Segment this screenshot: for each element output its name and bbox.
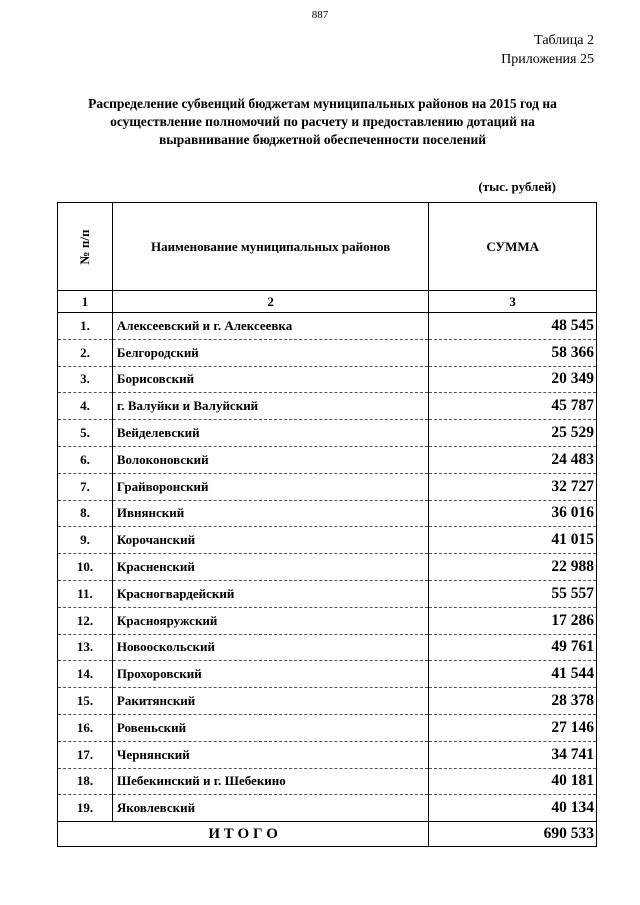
appendix-label: Приложения 25 xyxy=(501,52,594,67)
table-row xyxy=(58,313,597,340)
row-sum: 45 787 xyxy=(429,393,597,420)
district-name: Волоконовский xyxy=(112,446,428,473)
row-sum: 36 016 xyxy=(429,500,597,527)
row-number: 14. xyxy=(58,661,113,688)
header-sum: СУММА xyxy=(429,203,597,291)
column-number: 1 xyxy=(58,291,113,313)
table-row xyxy=(58,580,597,607)
document-title xyxy=(50,95,595,149)
district-name: Корочанский xyxy=(112,527,428,554)
row-sum: 40 181 xyxy=(429,768,597,795)
table-header-row xyxy=(58,203,597,291)
row-sum: 41 544 xyxy=(429,661,597,688)
row-number: 19. xyxy=(58,795,113,822)
column-number: 3 xyxy=(429,291,597,313)
row-number: 12. xyxy=(58,607,113,634)
row-sum: 58 366 xyxy=(429,339,597,366)
row-number: 1. xyxy=(58,313,113,340)
row-number: 5. xyxy=(58,420,113,447)
district-name: Ровеньский xyxy=(112,714,428,741)
table-row xyxy=(58,446,597,473)
row-sum: 40 134 xyxy=(429,795,597,822)
table-label: Таблица 2 xyxy=(534,33,594,48)
row-sum: 55 557 xyxy=(429,580,597,607)
row-sum: 25 529 xyxy=(429,420,597,447)
row-number: 6. xyxy=(58,446,113,473)
table-row xyxy=(58,500,597,527)
row-number: 9. xyxy=(58,527,113,554)
total-sum: 690 533 xyxy=(429,822,597,847)
row-number: 11. xyxy=(58,580,113,607)
district-name: Белгородский xyxy=(112,339,428,366)
district-name: Красненский xyxy=(112,554,428,581)
row-sum: 34 741 xyxy=(429,741,597,768)
district-name: Прохоровский xyxy=(112,661,428,688)
table-row xyxy=(58,366,597,393)
table-row xyxy=(58,473,597,500)
table-caption xyxy=(501,31,594,69)
row-number: 4. xyxy=(58,393,113,420)
title-line: Распределение субвенций бюджетам муниципальных районов на 2015 год на xyxy=(88,96,557,111)
row-number: 2. xyxy=(58,339,113,366)
total-row xyxy=(58,822,597,847)
row-sum: 28 378 xyxy=(429,688,597,715)
district-name: Вейделевский xyxy=(112,420,428,447)
district-name: Ивнянский xyxy=(112,500,428,527)
table-row xyxy=(58,339,597,366)
row-number: 13. xyxy=(58,634,113,661)
units-label: (тыс. рублей) xyxy=(478,179,556,194)
table-row xyxy=(58,607,597,634)
row-number: 10. xyxy=(58,554,113,581)
subsidy-table xyxy=(57,202,597,847)
table-row xyxy=(58,714,597,741)
table-row xyxy=(58,393,597,420)
table-row xyxy=(58,554,597,581)
table-row xyxy=(58,527,597,554)
row-sum: 17 286 xyxy=(429,607,597,634)
table-row xyxy=(58,420,597,447)
district-name: г. Валуйки и Валуйский xyxy=(112,393,428,420)
district-name: Чернянский xyxy=(112,741,428,768)
row-number: 7. xyxy=(58,473,113,500)
title-line: осуществление полномочий по расчету и предоставлению дотаций на xyxy=(110,114,535,129)
row-number: 16. xyxy=(58,714,113,741)
header-name: Наименование муниципальных районов xyxy=(112,203,428,291)
district-name: Шебекинский и г. Шебекино xyxy=(112,768,428,795)
table-row xyxy=(58,768,597,795)
header-number: № п/п xyxy=(58,203,113,291)
district-name: Алексеевский и г. Алексеевка xyxy=(112,313,428,340)
row-sum: 48 545 xyxy=(429,313,597,340)
district-name: Ракитянский xyxy=(112,688,428,715)
row-sum: 49 761 xyxy=(429,634,597,661)
row-sum: 24 483 xyxy=(429,446,597,473)
table-row xyxy=(58,795,597,822)
district-name: Грайворонский xyxy=(112,473,428,500)
table-row xyxy=(58,634,597,661)
table-row xyxy=(58,661,597,688)
row-number: 18. xyxy=(58,768,113,795)
row-sum: 32 727 xyxy=(429,473,597,500)
total-label: И Т О Г О xyxy=(58,822,429,847)
column-number: 2 xyxy=(112,291,428,313)
table-row xyxy=(58,688,597,715)
row-number: 15. xyxy=(58,688,113,715)
row-number: 8. xyxy=(58,500,113,527)
row-number: 17. xyxy=(58,741,113,768)
district-name: Яковлевский xyxy=(112,795,428,822)
row-sum: 22 988 xyxy=(429,554,597,581)
title-line: выравнивание бюджетной обеспеченности поселений xyxy=(158,132,487,147)
district-name: Краснояружский xyxy=(112,607,428,634)
district-name: Красногвардейский xyxy=(112,580,428,607)
district-name: Новооскольский xyxy=(112,634,428,661)
column-number-row xyxy=(58,291,597,313)
row-sum: 27 146 xyxy=(429,714,597,741)
row-sum: 20 349 xyxy=(429,366,597,393)
row-number: 3. xyxy=(58,366,113,393)
table-row xyxy=(58,741,597,768)
row-sum: 41 015 xyxy=(429,527,597,554)
page-number: 887 xyxy=(311,9,329,21)
district-name: Борисовский xyxy=(112,366,428,393)
